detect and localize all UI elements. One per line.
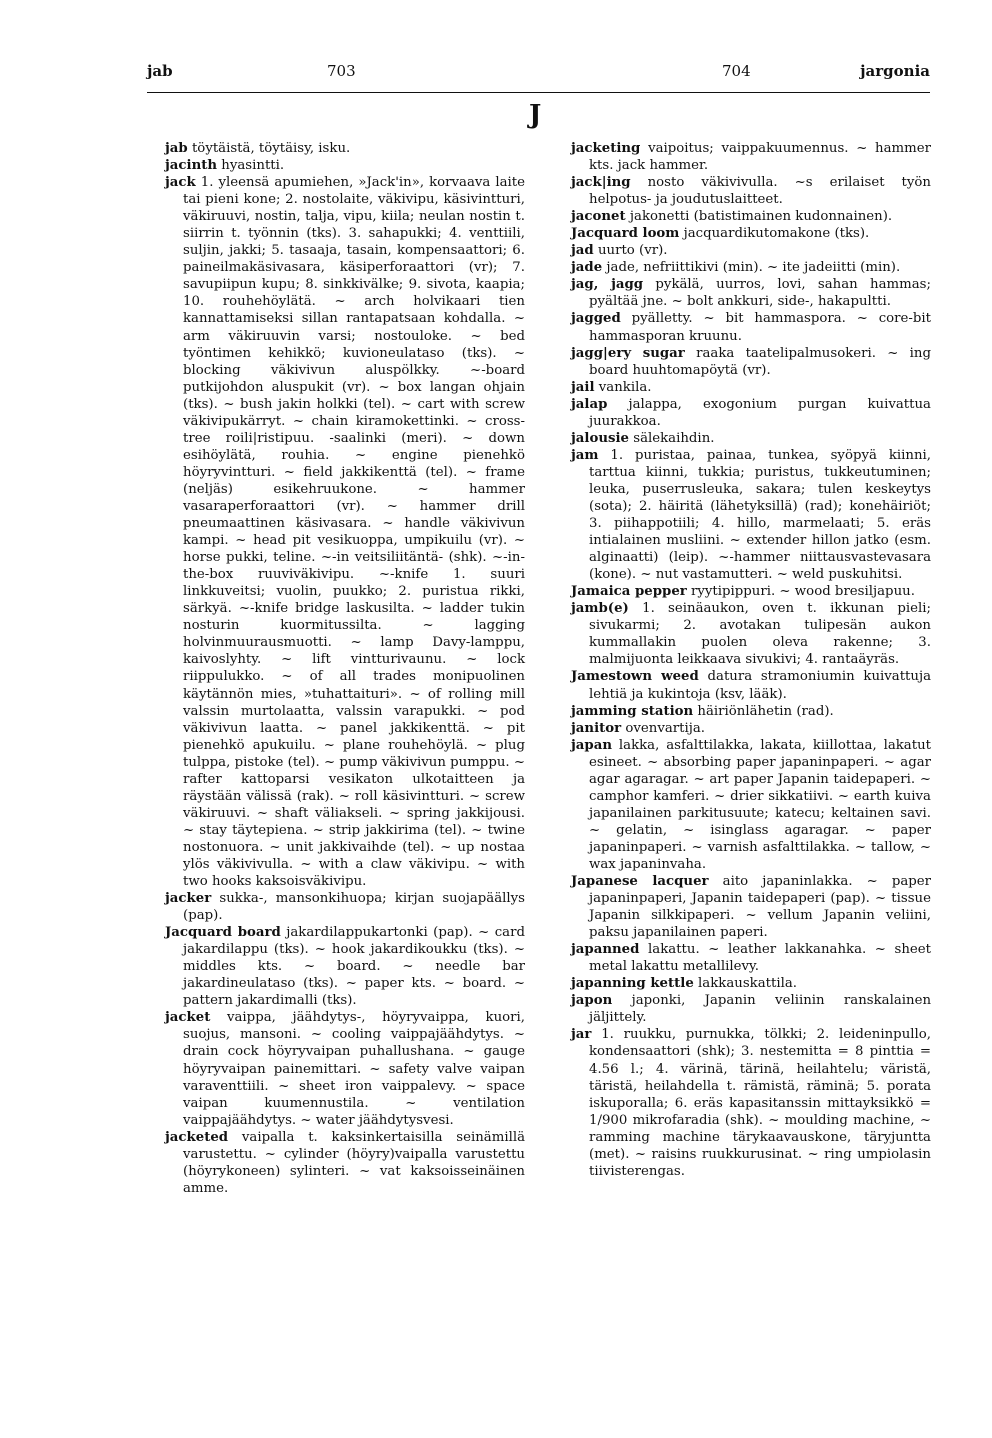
definition: jakardilappukartonki (pap). ~ card jakardilappu (tks). ~ hook jakardikoukku (tks). ~ middles kts. ~ board. ~ needle bar jakardineulataso (tks). ~ paper kts. ~ board. ~ pattern jakardimalli (tks). [183,925,525,1009]
headword: jack|ing [571,175,631,191]
dictionary-entry [165,1129,525,1197]
dictionary-entry [571,1026,931,1179]
headword: jag, jagg [571,277,644,293]
dictionary-entry [571,668,931,702]
left-page-number: 703 [327,62,356,80]
definition: sukka-, mansonkihuopa; kirjan suojapäällys (pap). [183,891,525,924]
dictionary-entry [571,992,931,1026]
definition: vaipalla t. kaksinkertaisilla seinämillä varustettu. ~ cylinder (höyry)vaipalla varustettu (höyrykoneen) sylinteri. ~ vat kaksoisseinäinen amme. [183,1129,526,1196]
section-letter: J [529,100,542,130]
headword: jagged [571,311,621,327]
headword: japon [571,993,613,1009]
dictionary-entry [165,140,525,157]
dictionary-entry [165,890,525,924]
definition: pyälletty. ~ bit hammaspora. ~ core-bit hammasporan kruunu. [589,311,932,344]
dictionary-entry [571,873,931,941]
headword: jalousie [571,430,630,446]
definition: ovenvartija. [625,720,706,736]
headword: jab [165,141,188,156]
definition: jacquardikutomakone (tks). [683,226,870,242]
headword: jad [571,243,594,259]
headword: jacketing [571,141,641,156]
right-column [571,140,931,1180]
left-column [165,140,525,1197]
headword: jacketed [165,1129,229,1145]
headword: japan [571,737,613,753]
dictionary-entry [571,310,931,344]
definition: sälekaihdin. [633,430,715,446]
headword: japanned [571,942,640,958]
dictionary-entry [571,140,931,174]
headword: jack [165,175,196,191]
definition: nosto väkivivulla. ~s erilaiset työn helpotus- ja joudutuslaitteet. [589,175,931,208]
dictionary-entry [571,345,931,379]
headword: jar [571,1027,592,1043]
definition: 1. seinäaukon, oven t. ikkunan pieli; sivukarmi; 2. avotakan tulipesän aukon kummallakin puolen oleva rakenne; 3. malmijuonta leikkaava sivukivi; 4. rantaäyräs. [589,601,931,668]
dictionary-entry [165,174,525,890]
dictionary-entry [165,924,525,1009]
page-header [147,62,930,93]
dictionary-entry [571,737,931,873]
definition: häiriönlähetin (rad). [697,703,834,719]
dictionary-entry [571,600,931,668]
headword: jamb(e) [571,601,629,617]
definition: jakonetti (batistimainen kudonnainen). [629,209,893,225]
headword: jacinth [165,158,218,174]
dictionary-entry [571,174,931,208]
dictionary-entry [571,396,931,430]
dictionary-entry [571,941,931,975]
dictionary-entry [571,208,931,225]
definition: vankila. [598,379,652,395]
dictionary-entry [571,583,931,600]
headword: jam [571,447,599,463]
headword: jagg|ery sugar [571,345,685,361]
headword: jacker [165,891,212,907]
definition: datura stramoniumin kuivattuja lehtiä ja kukintoja (ksv, lääk). [589,669,932,702]
definition: lakka, asfalttilakka, lakata, kiillottaa, lakatut esineet. ~ absorbing paper japaninpaperi. ~ agar agar agaragar. ~ art paper Japanin taidepaperi. ~ camphor kamferi. ~ drier sikkatiivi. ~ earth kuiva japanilainen parkitusuute; katecu; keltainen savi. ~ gelatin, ~ isinglass agaragar. ~ paper japaninpaperi. ~ varnish asfalttilakka. ~ tallow, ~ wax japaninvaha. [589,737,931,872]
right-page-number: 704 [722,62,751,80]
definition: uurto (vr). [597,243,668,259]
headword: japanning kettle [571,976,694,992]
dictionary-entry [571,975,931,992]
definition: vaippa, jäähdytys-, höyryvaippa, kuori, suojus, mansoni. ~ cooling vaippajäähdytys. ~ drain cock höyryvaipan puhallushana. ~ gauge höyryvaipan painemittari. ~ safety valve vaipan varaventtiili. ~ sheet iron vaippalevy. ~ space vaipan kuumennustila. ~ ventilation vaippajäähdytys. ~ water jäähdytysvesi. [183,1010,525,1128]
headword: jail [571,379,595,395]
headword: jalap [571,396,608,412]
definition: töytäistä, töytäisy, isku. [191,141,351,156]
definition: lakkauskattila. [698,976,797,992]
dictionary-entry [571,225,931,242]
headword: Jacquard board [165,925,281,941]
dictionary-entry [165,157,525,174]
headword: jade [571,260,603,276]
headword: Japanese lacquer [571,874,709,890]
definition: aito japaninlakka. ~ paper japaninpaperi, Japanin taidepaperi (pap). ~ tissue Japanin silkkipaperi. ~ vellum Japanin veliini, paksu japanilainen paperi. [589,874,931,941]
definition: vaipoitus; vaippakuumennus. ~ hammer kts. jack hammer. [589,141,931,174]
dictionary-entry [571,703,931,720]
dictionary-entry [571,242,931,259]
dictionary-entry [571,720,931,737]
definition: jalappa, exogonium purgan kuivattua juurakkoa. [589,396,931,429]
definition: 1. ruukku, purnukka, tölkki; 2. leideninpullo, kondensaattori (shk); 3. nestemitta = 8 pinttia = 4.56 l.; 4. värinä, tärinä, heilahtelu; väristä, täristä, heilahdella t. rämistä, räminä; 5. porata iskuporalla; 6. eräs kapasitanssin mittayksikkö = 1/900 mikrofaradia (shk). ~ moulding machine, ~ ramming machine tärykaavauskone, täryjuntta (met). ~ raisins ruukkurusinat. ~ ring umpiolasin tiivisterengas. [589,1027,931,1179]
dictionary-entry [571,430,931,447]
definition: japonki, Japanin veliinin ranskalainen jäljittely. [589,993,932,1026]
definition: lakattu. ~ leather lakkanahka. ~ sheet metal lakattu metallilevy. [589,942,932,975]
headword: Jamestown weed [571,669,699,685]
dictionary-entry [571,276,931,310]
headword: jaconet [571,209,626,225]
definition: pykälä, uurros, lovi, sahan hammas; pyältää jne. ~ bolt ankkuri, side-, hakapultti. [589,277,931,310]
definition: hyasintti. [221,158,285,174]
definition: raaka taatelipalmusokeri. ~ ing board huuhtomapöytä (vr). [589,345,931,378]
dictionary-entry [571,447,931,583]
headword: jacket [165,1010,211,1026]
dictionary-entry [165,1009,525,1128]
headword: jamming station [571,703,694,719]
headword: janitor [571,720,622,736]
right-guide-word: jargonia [860,62,930,80]
definition: jade, nefriittikivi (min). ~ ite jadeiitti (min). [606,260,901,276]
dictionary-entry [571,379,931,396]
definition: 1. yleensä apumiehen, »Jack'in», korvaava laite tai pieni kone; 2. nostolaite, väkivipu, käsivintturi, väkiruuvi, nostin, talja, vipu, kiila; neulan nostin t. siirrin t. työnnin (tks). 3. sahapukki; 4. venttiili, suljin, jakki; 5. tasaaja, tasain, kompensaattori; 6. paineilmakäsivasara, käsiperforaattori (vr); 7. savupiipun kupu; 8. sinkkivälke; 9. sivota, kaapia; 10. rouhehöylätä. ~ arch holvikaari tien kannattamiseksi sillan rantapatsaan kohdalla. ~ arm väkiruuvin varsi; nostouloke. ~ bed työntimen kehikkö; kuvioneulataso (tks). ~ blocking väkivivun aluspölkky. ~-board putkijohdon aluspukit (vr). ~ box langan ohjain (tks). ~ bush jakin holkki (tel). ~ cart with screw väkivipukärryt. ~ chain kiramokettinki. ~ cross-tree roili|ristipuu. -saalinki (meri). ~ down esihöylätä, rouhia. ~ engine pienehkö höyryvintturi. ~ field jakkikenttä (tel). ~ frame (neljäs) esikehruukone. ~ hammer vasaraperforaattori (vr). ~ hammer drill pneumaattinen käsivasara. ~ handle väkivivun kampi. ~ head pit vesikuoppa, umpikuilu (vr). ~ horse pukki, teline. ~-in veitsiliitäntä- (shk). ~-in-the-box ruuviväkivipu. ~-knife 1. suuri linkkuveitsi; vuolin, puukko; 2. puristua rikki, särkyä. ~-knife bridge laskusilta. ~ ladder tukin nosturin kuormitussilta. ~ lagging holvinmuurausmuotti. ~ lamp Davy-lamppu, kaivoslyhty. ~ lift vintturivaunu. ~ lock riippulukko. ~ of all trades monipuolinen käytännön mies, »tuhattaituri». ~ of rolling mill valssin murtolaatta, valssin varapukki. ~ pod väkivivun laatta. ~ panel jakkikenttä. ~ pit pienehkö apukuilu. ~ plane rouhehöylä. ~ plug tulppa, pistoke (tel). ~ pump väkivivun pumppu. ~ rafter kattoparsi vesikaton ulkotaitteen ja räystään välissä (rak). ~ roll käsivintturi. ~ screw väkiruuvi. ~ shaft väliakseli. ~ spring jakkijousi. ~ stay täytepiena. ~ strip jakkirima (tel). ~ twine nostonuora. ~ unit jakkivaihde (tel). ~ up nostaa ylös väkivivulla. ~ with a claw väkivipu. ~ with two hooks kaksoisväkivipu. [183,175,525,890]
definition: 1. puristaa, painaa, tunkea, syöpyä kiinni, tarttua kiinni, tukkia; puristus, tukkeutuminen; leuka, puserrusleuka, sakara; tulen keskeytys (sota); 2. häiritä (lähetyksillä) (rad); konehäiriöt; 3. piihappotiili; 4. hillo, marmelaati; 5. eräs intialainen musliini. ~ extender hillon jatko (esm. alginaatti) (leip). ~-hammer niittausvastevasara (kone). ~ nut vastamutteri. ~ weld puskuhitsi. [589,447,931,583]
headword: Jacquard loom [571,226,680,242]
definition: ryytipippuri. ~ wood bresiljapuu. [691,584,915,600]
dictionary-entry [571,259,931,276]
left-guide-word: jab [147,62,173,80]
headword: Jamaica pepper [571,584,687,600]
